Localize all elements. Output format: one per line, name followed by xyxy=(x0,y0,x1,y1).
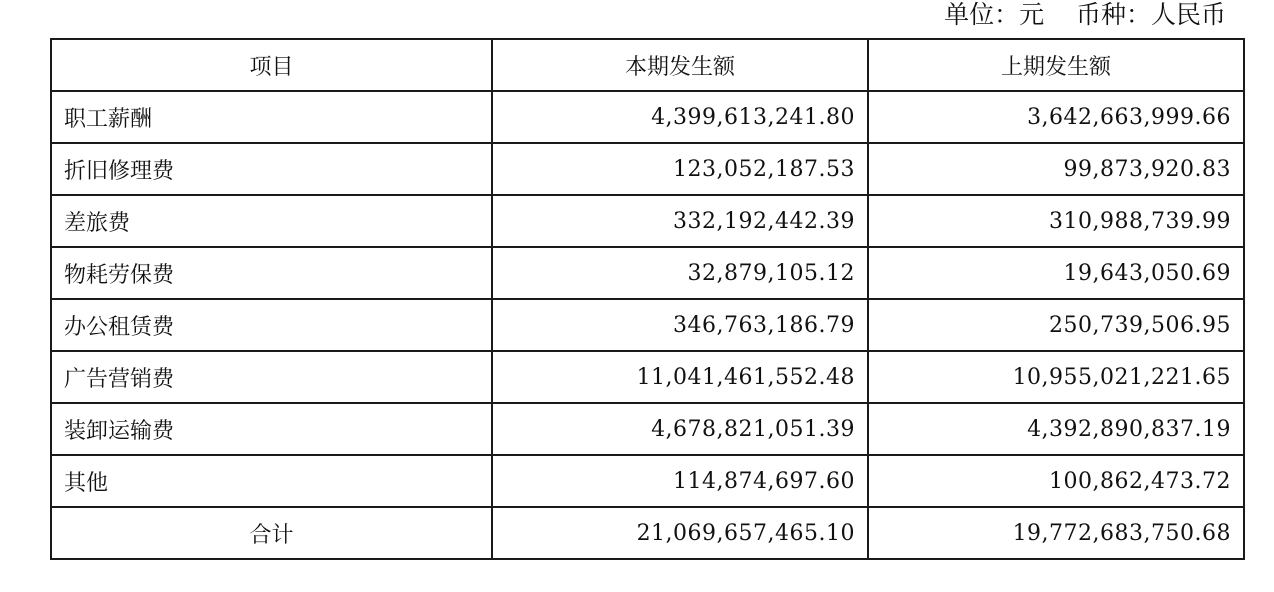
total-row xyxy=(51,507,1244,559)
row-previous-amount: 100,862,473.72 xyxy=(868,455,1244,507)
row-current-amount: 32,879,105.12 xyxy=(492,247,868,299)
table-row xyxy=(51,195,1244,247)
unit-label: 单位：元 xyxy=(944,0,1045,29)
total-label: 合计 xyxy=(51,507,492,559)
row-current-amount: 123,052,187.53 xyxy=(492,143,868,195)
row-current-amount: 346,763,186.79 xyxy=(492,299,868,351)
unit-currency-note xyxy=(944,0,1226,36)
table-row xyxy=(51,247,1244,299)
table-row xyxy=(51,91,1244,143)
row-previous-amount: 19,643,050.69 xyxy=(868,247,1244,299)
row-current-amount: 114,874,697.60 xyxy=(492,455,868,507)
row-previous-amount: 250,739,506.95 xyxy=(868,299,1244,351)
row-current-amount: 4,678,821,051.39 xyxy=(492,403,868,455)
row-item: 装卸运输费 xyxy=(51,403,492,455)
total-current-amount: 21,069,657,465.10 xyxy=(492,507,868,559)
row-item: 差旅费 xyxy=(51,195,492,247)
row-item: 办公租赁费 xyxy=(51,299,492,351)
row-item: 职工薪酬 xyxy=(51,91,492,143)
row-item: 折旧修理费 xyxy=(51,143,492,195)
row-item: 广告营销费 xyxy=(51,351,492,403)
row-current-amount: 4,399,613,241.80 xyxy=(492,91,868,143)
table-header-row xyxy=(51,39,1244,91)
row-previous-amount: 99,873,920.83 xyxy=(868,143,1244,195)
table-row xyxy=(51,143,1244,195)
row-item: 物耗劳保费 xyxy=(51,247,492,299)
total-previous-amount: 19,772,683,750.68 xyxy=(868,507,1244,559)
header-previous-period: 上期发生额 xyxy=(868,39,1244,91)
row-previous-amount: 10,955,021,221.65 xyxy=(868,351,1244,403)
currency-label: 币种：人民币 xyxy=(1075,0,1226,29)
expense-table xyxy=(50,38,1245,560)
table-row xyxy=(51,455,1244,507)
row-previous-amount: 310,988,739.99 xyxy=(868,195,1244,247)
row-current-amount: 11,041,461,552.48 xyxy=(492,351,868,403)
row-item: 其他 xyxy=(51,455,492,507)
table-row xyxy=(51,403,1244,455)
table-row xyxy=(51,299,1244,351)
header-current-period: 本期发生额 xyxy=(492,39,868,91)
table-row xyxy=(51,351,1244,403)
header-item: 项目 xyxy=(51,39,492,91)
row-previous-amount: 4,392,890,837.19 xyxy=(868,403,1244,455)
row-current-amount: 332,192,442.39 xyxy=(492,195,868,247)
row-previous-amount: 3,642,663,999.66 xyxy=(868,91,1244,143)
spacer xyxy=(1044,0,1076,29)
